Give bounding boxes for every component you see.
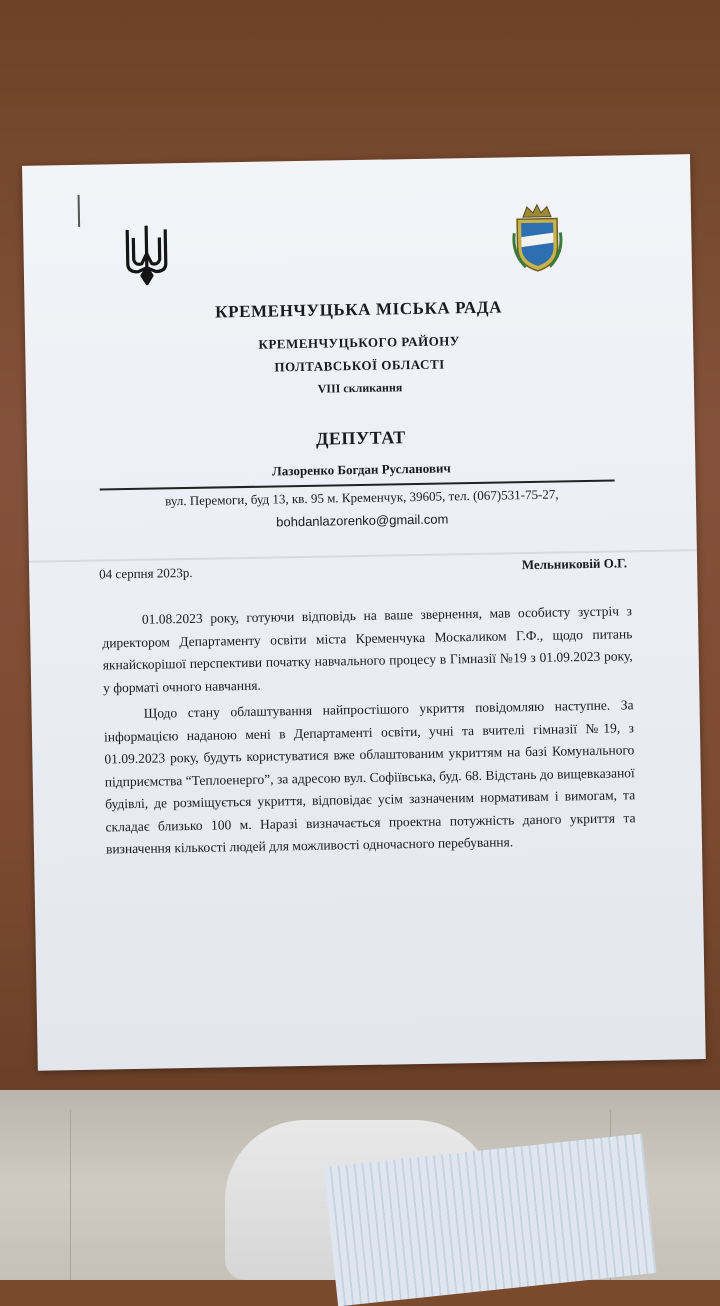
trident-icon	[123, 223, 170, 286]
region-name: ПОЛТАВСЬКОЇ ОБЛАСТІ	[274, 356, 445, 375]
deputy-name: Лазоренко Богдан Русланович	[271, 460, 451, 479]
addressee: Мельниковій О.Г.	[521, 555, 628, 573]
district-name: КРЕМЕНЧУЦЬКОГО РАЙОНУ	[258, 333, 461, 352]
city-coat-of-arms-icon	[511, 202, 564, 273]
contact-address: вул. Перемоги, буд 13, кв. 95 м. Кременчук, 39605, тел. (067)531-75-27,	[165, 486, 559, 509]
margin-mark	[78, 195, 81, 227]
body-paragraph: Щодо стану облаштування найпростішого укриття повідомляю наступне. За інформацією наданою мені в Департаменті освіти, учні та вчителі гімназії №19, з 01.09.2023 року, будуть користуватися вже облаштованим укриттям на базі Комунального підприємства “Теплоенерго”, за адресою вул. Софіївська, буд. 68. Відстань до вищевказаної будівлі, де розміщується укриття, відповідає усім зазначеним нормативам і вимогам, та складає близько 100 м. Наразі визначається проектна потужність даного укриття та визначення кількості людей для можливості одночасного перебування.	[103, 697, 636, 857]
letter-body	[102, 600, 636, 865]
contact-email: bohdanlazorenko@gmail.com	[276, 511, 449, 530]
body-paragraph: 01.08.2023 року, готуючи відповідь на ваше звернення, мав особисту зустріч з директором Департаменту освіти міста Кременчука Москаликом Г.Ф., щодо питань якнайскорішої перспективи початку навчального процесу в Гімназії №19 з 01.09.2023 року, у форматі очного навчання.	[102, 603, 633, 695]
organization-name: КРЕМЕНЧУЦЬКА МІСЬКА РАДА	[215, 297, 503, 322]
letter-sheet	[22, 154, 706, 1071]
floor-tile-seam	[70, 1110, 71, 1280]
letter-date: 04 серпня 2023р.	[99, 564, 193, 582]
convocation: VIII скликання	[317, 380, 403, 396]
document-title: ДЕПУТАТ	[315, 427, 406, 449]
